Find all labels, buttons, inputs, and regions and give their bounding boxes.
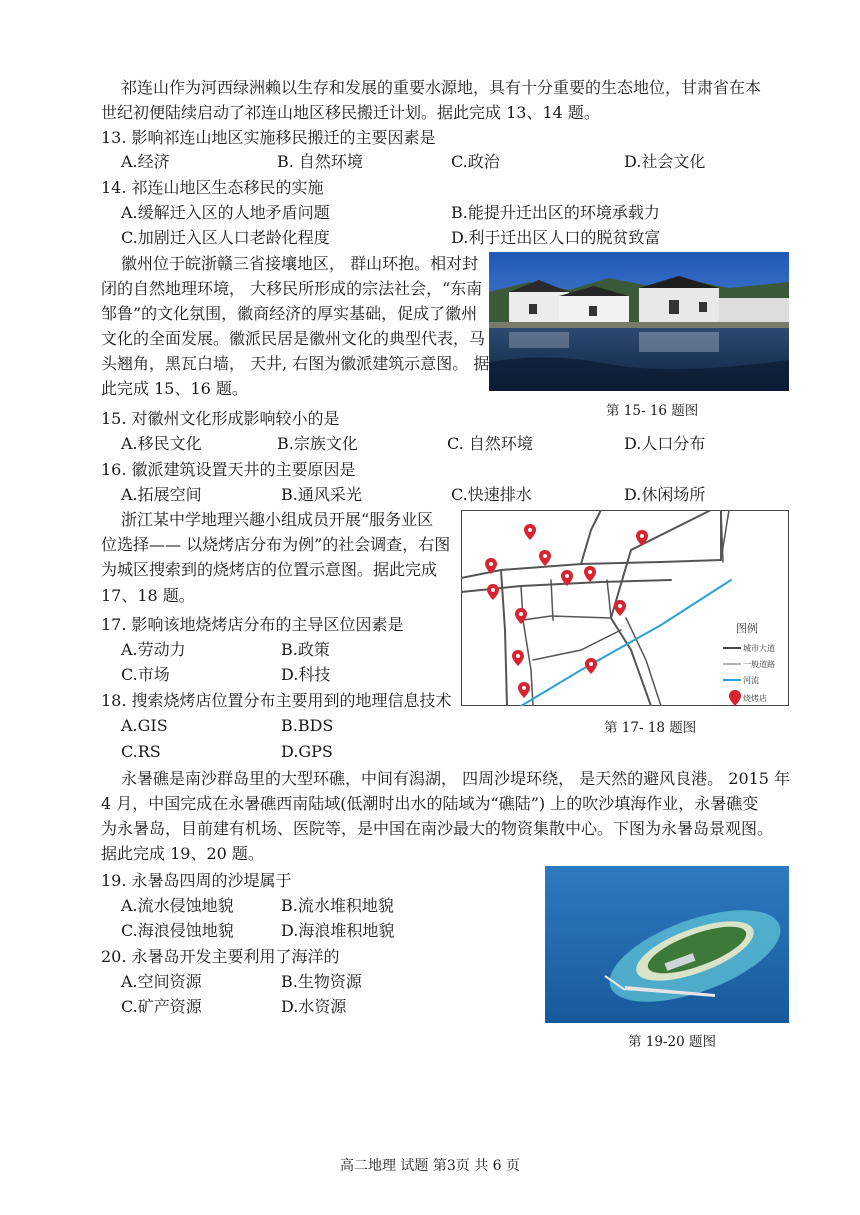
intro-19-20-line2: 4 月，中国完成在永暑礁西南陆域(低潮时出水的陆域为“礁陆”) 上的吹沙填海作业，永暑礁变	[101, 794, 759, 813]
q13-stem: 13. 影响祁连山地区实施移民搬迁的主要因素是	[101, 128, 436, 147]
q17-option-c[interactable]: C.市场	[121, 665, 170, 684]
intro-19-20-line4: 据此完成 19、20 题。	[101, 844, 264, 863]
intro-15-16-line5: 头翘角，黑瓦白墙， 天井, 右图为徽派建筑示意图。 据	[101, 354, 490, 373]
intro-17-18-line2: 位选择—— 以烧烤店分布为例”的社会调查，右图	[101, 535, 451, 554]
q17-option-b[interactable]: B.政策	[281, 640, 330, 659]
intro-17-18-line4: 17、18 题。	[101, 586, 195, 605]
q20-option-d[interactable]: D.水资源	[281, 997, 347, 1016]
intro-19-20-line3: 为永暑岛，目前建有机场、医院等，是中国在南沙最大的物资集散中心。下图为永暑岛景观图。	[101, 819, 774, 838]
bbq-shop-pin-dot	[588, 570, 592, 574]
intro-15-16-line3: 邹鲁”的文化氛围，徽商经济的厚实基础，促成了徽州	[101, 304, 478, 323]
q14-option-c[interactable]: C.加剧迁入区人口老龄化程度	[121, 228, 330, 247]
bbq-shop-pin-dot	[522, 686, 526, 690]
bbq-shop-pin-dot	[640, 534, 644, 538]
intro-15-16-line6: 此完成 15、16 题。	[101, 379, 248, 398]
bbq-shop-pin-dot	[543, 554, 547, 558]
q20-option-a[interactable]: A.空间资源	[121, 972, 202, 991]
q15-option-c[interactable]: C. 自然环境	[447, 434, 533, 453]
intro-17-18-line3: 为城区搜索到的烧烤店的位置示意图。据此完成	[101, 560, 438, 579]
q14-option-d[interactable]: D.利于迁出区人口的脱贫致富	[451, 228, 661, 247]
q18-option-a[interactable]: A.GIS	[121, 716, 168, 735]
bbq-shop-pin-dot	[589, 662, 593, 666]
q19-option-d[interactable]: D.海浪堆积地貌	[281, 921, 395, 940]
intro-13-14-line1: 祁连山作为河西绿洲赖以生存和发展的重要水源地，具有十分重要的生态地位，甘肃省在本	[121, 78, 762, 97]
q18-option-d[interactable]: D.GPS	[281, 742, 333, 761]
q20-option-b[interactable]: B.生物资源	[281, 972, 362, 991]
q18-stem: 18. 搜索烧烤店位置分布主要用到的地理信息技术	[101, 691, 452, 710]
q16-option-b[interactable]: B.通风采光	[281, 485, 362, 504]
q14-option-a[interactable]: A.缓解迁入区的人地矛盾问题	[121, 203, 330, 222]
bbq-shop-pin-dot	[528, 528, 532, 532]
q16-stem: 16. 徽派建筑设置天井的主要原因是	[101, 460, 356, 479]
intro-15-16-line2: 闭的自然地理环境， 大移民所形成的宗法社会，“东南	[101, 279, 483, 298]
yongshu-island-photo	[545, 866, 789, 1023]
q19-option-a[interactable]: A.流水侵蚀地貌	[121, 896, 234, 915]
bbq-shop-pin-dot	[489, 562, 493, 566]
page-footer: 高二地理 试题 第3页 共 6 页	[339, 1158, 521, 1174]
legend-item-bbq-shop: 烧烤店	[743, 694, 767, 703]
bbq-shop-pin-dot	[565, 574, 569, 578]
huizhou-architecture-photo	[489, 252, 789, 391]
q17-option-a[interactable]: A.劳动力	[121, 640, 186, 659]
q19-stem: 19. 永暑岛四周的沙堤属于	[101, 871, 292, 890]
q19-option-c[interactable]: C.海浪侵蚀地貌	[121, 921, 234, 940]
q13-option-a[interactable]: A.经济	[121, 152, 170, 171]
figure-15-16-caption: 第 15- 16 题图	[606, 403, 699, 419]
q16-option-d[interactable]: D.休闲场所	[624, 485, 706, 504]
q14-stem: 14. 祁连山地区生态移民的实施	[101, 178, 324, 197]
figure-17-18-caption: 第 17- 18 题图	[604, 720, 697, 736]
q13-option-b[interactable]: B. 自然环境	[277, 152, 363, 171]
q20-stem: 20. 永暑岛开发主要利用了海洋的	[101, 947, 340, 966]
intro-17-18-line1: 浙江某中学地理兴趣小组成员开展“服务业区	[121, 510, 434, 529]
q15-stem: 15. 对徽州文化形成影响较小的是	[101, 409, 340, 428]
q14-option-b[interactable]: B.能提升迁出区的环境承载力	[451, 203, 660, 222]
q18-option-c[interactable]: C.RS	[121, 742, 161, 761]
bbq-shop-pin-dot	[519, 612, 523, 616]
intro-13-14-line2: 世纪初便陆续启动了祁连山地区移民搬迁计划。据此完成 13、14 题。	[101, 103, 600, 122]
bbq-shop-map	[461, 510, 789, 706]
bbq-shop-pin-dot	[516, 654, 520, 658]
legend-item-general-road: 一般道路	[743, 660, 775, 669]
q19-option-b[interactable]: B.流水堆积地貌	[281, 896, 394, 915]
q16-option-c[interactable]: C.快速排水	[451, 485, 532, 504]
q20-option-c[interactable]: C.矿产资源	[121, 997, 202, 1016]
q17-stem: 17. 影响该地烧烤店分布的主导区位因素是	[101, 615, 404, 634]
figure-19-20-caption: 第 19-20 题图	[628, 1034, 717, 1050]
q13-option-c[interactable]: C.政治	[451, 152, 500, 171]
bbq-shop-pin-dot	[618, 604, 622, 608]
q13-option-d[interactable]: D.社会文化	[624, 152, 706, 171]
intro-19-20-line1: 永暑礁是南沙群岛里的大型环礁，中间有潟湖， 四周沙堤环绕， 是天然的避风良港。 2015 年	[121, 769, 791, 788]
q15-option-d[interactable]: D.人口分布	[624, 434, 706, 453]
q18-option-b[interactable]: B.BDS	[281, 716, 334, 735]
bbq-shop-pin-dot	[491, 588, 495, 592]
q17-option-d[interactable]: D.科技	[281, 665, 331, 684]
q15-option-b[interactable]: B.宗族文化	[277, 434, 358, 453]
q16-option-a[interactable]: A.拓展空间	[121, 485, 202, 504]
legend-item-river: 河流	[743, 676, 759, 685]
legend-title: 图例	[736, 622, 758, 635]
q15-option-a[interactable]: A.移民文化	[121, 434, 202, 453]
intro-15-16-line4: 文化的全面发展。徽派民居是徽州文化的典型代表，马	[101, 329, 486, 348]
legend-item-city-avenue: 城市大道	[743, 644, 775, 653]
intro-15-16-line1: 徽州位于皖浙赣三省接壤地区， 群山环抱。相对封	[121, 254, 479, 273]
